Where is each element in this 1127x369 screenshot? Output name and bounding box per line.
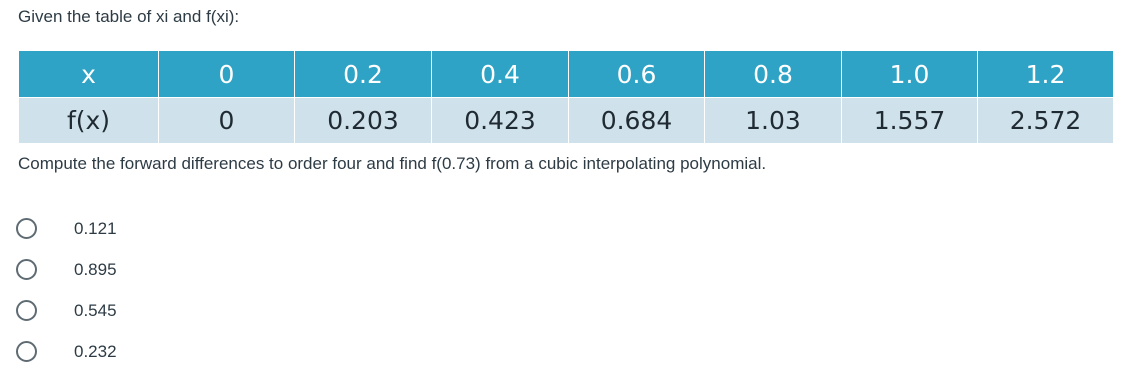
table-header-cell: 1.2 xyxy=(978,51,1114,98)
answer-label[interactable]: 0.121 xyxy=(74,218,117,238)
table-header-cell: 0.6 xyxy=(569,51,705,98)
radio-button[interactable] xyxy=(16,300,37,321)
table-cell: 0.203 xyxy=(295,98,432,144)
table-cell: 0.423 xyxy=(432,98,569,144)
table-cell: 1.03 xyxy=(705,98,842,144)
table-cell: 2.572 xyxy=(978,98,1114,144)
table-header-row xyxy=(19,51,1114,98)
question-text: Compute the forward differences to order four and find f(0.73) from a cubic interpolating polynomial. xyxy=(18,154,767,173)
data-table xyxy=(18,50,1114,144)
table-header-cell: 0.4 xyxy=(432,51,569,98)
answer-label[interactable]: 0.895 xyxy=(74,259,117,279)
table-header-cell: 0.8 xyxy=(705,51,842,98)
table-cell: 0 xyxy=(159,98,295,144)
table-row xyxy=(19,98,1114,144)
question-intro: Given the table of xi and f(xi): xyxy=(18,7,240,26)
answer-option[interactable] xyxy=(16,208,117,249)
table-cell: 0.684 xyxy=(569,98,705,144)
table-cell: f(x) xyxy=(19,98,159,144)
radio-button[interactable] xyxy=(16,341,37,362)
answer-option[interactable] xyxy=(16,331,117,369)
answer-option[interactable] xyxy=(16,290,117,331)
table-header-cell: 1.0 xyxy=(842,51,978,98)
table-header-cell: 0.2 xyxy=(295,51,432,98)
radio-button[interactable] xyxy=(16,259,37,280)
answer-label[interactable]: 0.545 xyxy=(74,300,117,320)
answer-option[interactable] xyxy=(16,249,117,290)
answer-label[interactable]: 0.232 xyxy=(74,341,117,361)
table-header-cell: 0 xyxy=(159,51,295,98)
radio-button[interactable] xyxy=(16,218,37,239)
table-header-cell: x xyxy=(19,51,159,98)
answer-list xyxy=(16,208,117,369)
table-cell: 1.557 xyxy=(842,98,978,144)
